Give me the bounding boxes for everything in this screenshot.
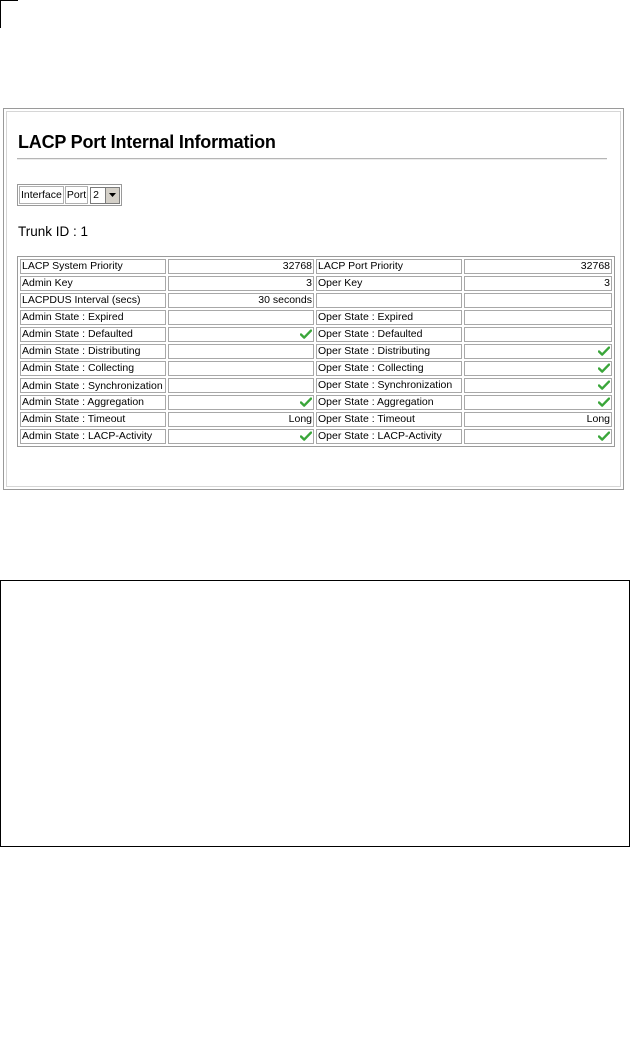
admin-label-cell: Admin State : Aggregation (20, 395, 166, 410)
table-row (20, 378, 612, 393)
table-row (20, 429, 612, 444)
admin-value-cell (168, 429, 314, 444)
oper-value-cell: 32768 (464, 259, 612, 274)
port-select-value: 2 (93, 188, 99, 201)
table-row (20, 412, 612, 427)
oper-value-cell: Long (464, 412, 612, 427)
checkmark-icon (598, 346, 610, 356)
admin-label-cell: Admin State : Timeout (20, 412, 166, 427)
admin-label-cell: Admin State : Expired (20, 310, 166, 325)
oper-value-cell (464, 293, 612, 308)
oper-label-cell: Oper State : Expired (316, 310, 462, 325)
checkmark-icon (300, 397, 312, 407)
admin-label-cell: Admin Key (20, 276, 166, 291)
oper-label-cell: LACP Port Priority (316, 259, 462, 274)
interface-selector (17, 184, 122, 206)
checkmark-icon (300, 329, 312, 339)
checkmark-icon (598, 363, 610, 373)
table-row (20, 327, 612, 342)
checkmark-icon (598, 380, 610, 390)
interface-label: Interface (19, 186, 64, 204)
oper-value-cell (464, 378, 612, 393)
admin-label-cell: LACP System Priority (20, 259, 166, 274)
oper-label-cell: Oper State : Distributing (316, 344, 462, 359)
admin-label-cell: Admin State : Distributing (20, 344, 166, 359)
oper-value-cell (464, 310, 612, 325)
table-row (20, 310, 612, 325)
admin-label-cell: Admin State : Synchronization (20, 378, 166, 393)
lacp-panel-inner (6, 111, 621, 487)
admin-value-cell (168, 344, 314, 359)
cli-example-box (0, 580, 630, 847)
admin-label-cell: Admin State : LACP-Activity (20, 429, 166, 444)
checkmark-icon (598, 431, 610, 441)
checkmark-icon (300, 431, 312, 441)
page-corner-mark (0, 0, 18, 28)
dropdown-arrow-icon[interactable] (105, 188, 119, 203)
table-row (20, 344, 612, 359)
admin-value-cell (168, 361, 314, 376)
admin-value-cell: 30 seconds (168, 293, 314, 308)
oper-label-cell: Oper State : Timeout (316, 412, 462, 427)
admin-label-cell: LACPDUS Interval (secs) (20, 293, 166, 308)
oper-value-cell (464, 361, 612, 376)
admin-value-cell (168, 395, 314, 410)
oper-label-cell: Oper State : Collecting (316, 361, 462, 376)
oper-label-cell: Oper State : Synchronization (316, 378, 462, 393)
lacp-info-table (17, 256, 615, 447)
admin-value-cell (168, 378, 314, 393)
table-row (20, 293, 612, 308)
table-row (20, 361, 612, 376)
table-row (20, 259, 612, 274)
page-title: LACP Port Internal Information (18, 132, 276, 152)
oper-label-cell: Oper Key (316, 276, 462, 291)
admin-value-cell (168, 310, 314, 325)
title-divider (17, 158, 607, 160)
table-row (20, 395, 612, 410)
admin-value-cell: 3 (168, 276, 314, 291)
oper-value-cell: 3 (464, 276, 612, 291)
table-row (20, 276, 612, 291)
admin-label-cell: Admin State : Collecting (20, 361, 166, 376)
oper-label-cell (316, 293, 462, 308)
oper-label-cell: Oper State : Aggregation (316, 395, 462, 410)
port-label: Port (65, 186, 88, 204)
oper-value-cell (464, 429, 612, 444)
admin-value-cell: 32768 (168, 259, 314, 274)
admin-value-cell (168, 327, 314, 342)
checkmark-icon (598, 397, 610, 407)
lacp-panel (3, 108, 624, 490)
oper-value-cell (464, 327, 612, 342)
oper-value-cell (464, 344, 612, 359)
port-select[interactable] (90, 187, 120, 204)
trunk-id: Trunk ID : 1 (18, 224, 89, 239)
oper-value-cell (464, 395, 612, 410)
admin-value-cell: Long (168, 412, 314, 427)
oper-label-cell: Oper State : LACP-Activity (316, 429, 462, 444)
oper-label-cell: Oper State : Defaulted (316, 327, 462, 342)
admin-label-cell: Admin State : Defaulted (20, 327, 166, 342)
